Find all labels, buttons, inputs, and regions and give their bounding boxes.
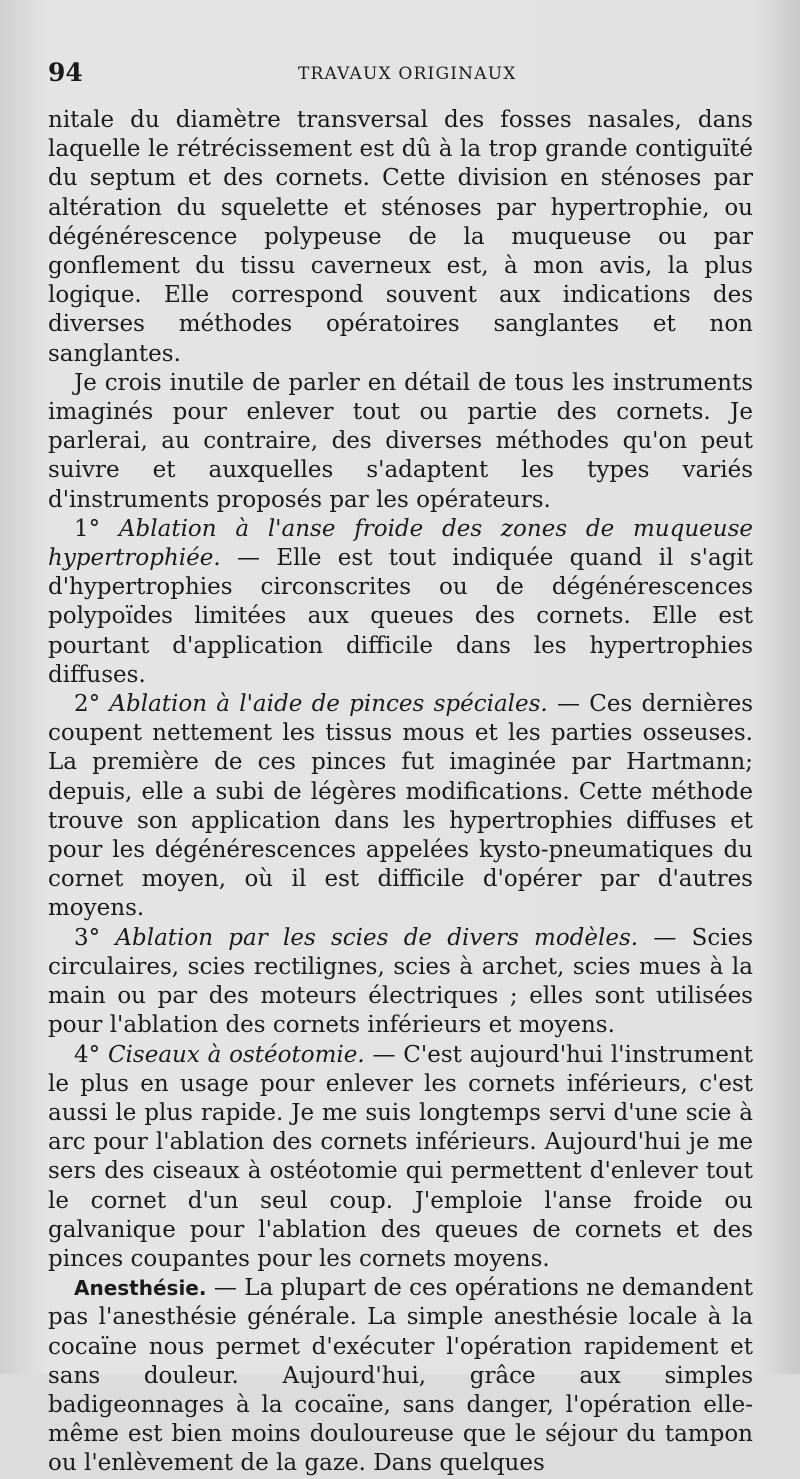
paragraph-ciseaux [48, 1041, 753, 1275]
page-header [48, 58, 760, 92]
paragraph-text: nitale du diamètre transversal des fosses nasales, dans laquelle le rétrécissement est dû à la trop grande contiguïté du septum et des cornets. Cette division en sténoses par altération du squelette et sténoses par hypertrophie, ou dégénérescence polypeuse de la muqueuse ou par gonflement du tissu caverneux est, à mon avis, la plus logique. Elle correspond souvent aux indications des diverses méthodes opératoires sanglantes et non sanglantes. [48, 107, 753, 367]
section-number: 1° [74, 515, 101, 542]
paragraph-text: — La plupart de ces opérations ne demandent pas l'anesthésie générale. La simple anesthésie locale à la cocaïne nous permet d'exécuter l'opération rapidement et sans douleur. Aujourd'hui, grâce aux simples badigeonnages à la cocaïne, sans danger, l'opération elle-même est bien moins douloureuse que le séjour du tampon ou l'enlèvement de la gaze. Dans quelques [48, 1275, 753, 1477]
paragraph-ablation-scies [48, 924, 753, 1041]
section-heading: Ablation par les scies de divers modèles. [115, 924, 639, 951]
section-number: 4° [74, 1041, 101, 1068]
paragraph-ablation-anse [48, 515, 753, 690]
section-number: 3° [74, 924, 101, 951]
paragraph-text: — Elle est tout indiquée quand il s'agit d'hypertrophies circonscrites ou de dégénérescences polypoïdes limitées aux queues des cornets. Elle est pourtant d'application difficile dans les hypertrophies diffuses. [48, 545, 753, 688]
section-heading-bold: Anesthésie. [74, 1276, 207, 1301]
paragraph-2 [48, 369, 753, 515]
paragraph-text: Je crois inutile de parler en détail de tous les instruments imaginés pour enlever tout ou partie des cornets. Je parlerai, au contraire, des diverses méthodes qu'on peut suivre et auxquelles s'adaptent les types variés d'instruments proposés par les opérateurs. [48, 369, 753, 513]
paragraph-text: — Ces dernières coupent nettement les tissus mous et les parties osseuses. La première de ces pinces fut imaginée par Hartmann; depuis, elle a subi de légères modifications. Cette méthode trouve son application dans les hypertrophies diffuses et pour les dégénérescences appelées kysto-pneumatiques du cornet moyen, où il est difficile d'opérer par d'autres moyens. [48, 691, 754, 922]
section-heading: Ablation à l'anse froide des zones de muqueuse hypertrophiée. [48, 515, 753, 572]
section-heading: Ablation à l'aide de pinces spéciales. [109, 691, 548, 718]
body-text [48, 106, 753, 1479]
paragraph-anesthesie [48, 1274, 753, 1478]
paragraph-text: — Scies circulaires, scies rectilignes, scies à archet, scies mues à la main ou par des moteurs électriques ; elles sont utilisées pour l'ablation des cornets inférieurs et moyens. [48, 924, 753, 1039]
paragraph-text: — C'est aujourd'hui l'instrument le plus en usage pour enlever les cornets inférieurs, c'est aussi le plus rapide. Je me suis longtemps servi d'une scie à arc pour l'ablation des cornets inférieurs. Aujourd'hui je me sers des ciseaux à ostéotomie qui permettent d'enlever tout le cornet d'un seul coup. J'emploie l'anse froide ou galvanique pour l'ablation des queues de cornets et des pinces coupantes pour les cornets moyens. [48, 1041, 754, 1272]
page-number: 94 [48, 58, 83, 87]
running-head: TRAVAUX ORIGINAUX [298, 64, 517, 84]
paragraph-ablation-pinces [48, 690, 753, 924]
section-heading: Ciseaux à ostéotomie. [107, 1041, 365, 1068]
paragraph-1 [48, 106, 753, 369]
section-number: 2° [74, 691, 101, 718]
